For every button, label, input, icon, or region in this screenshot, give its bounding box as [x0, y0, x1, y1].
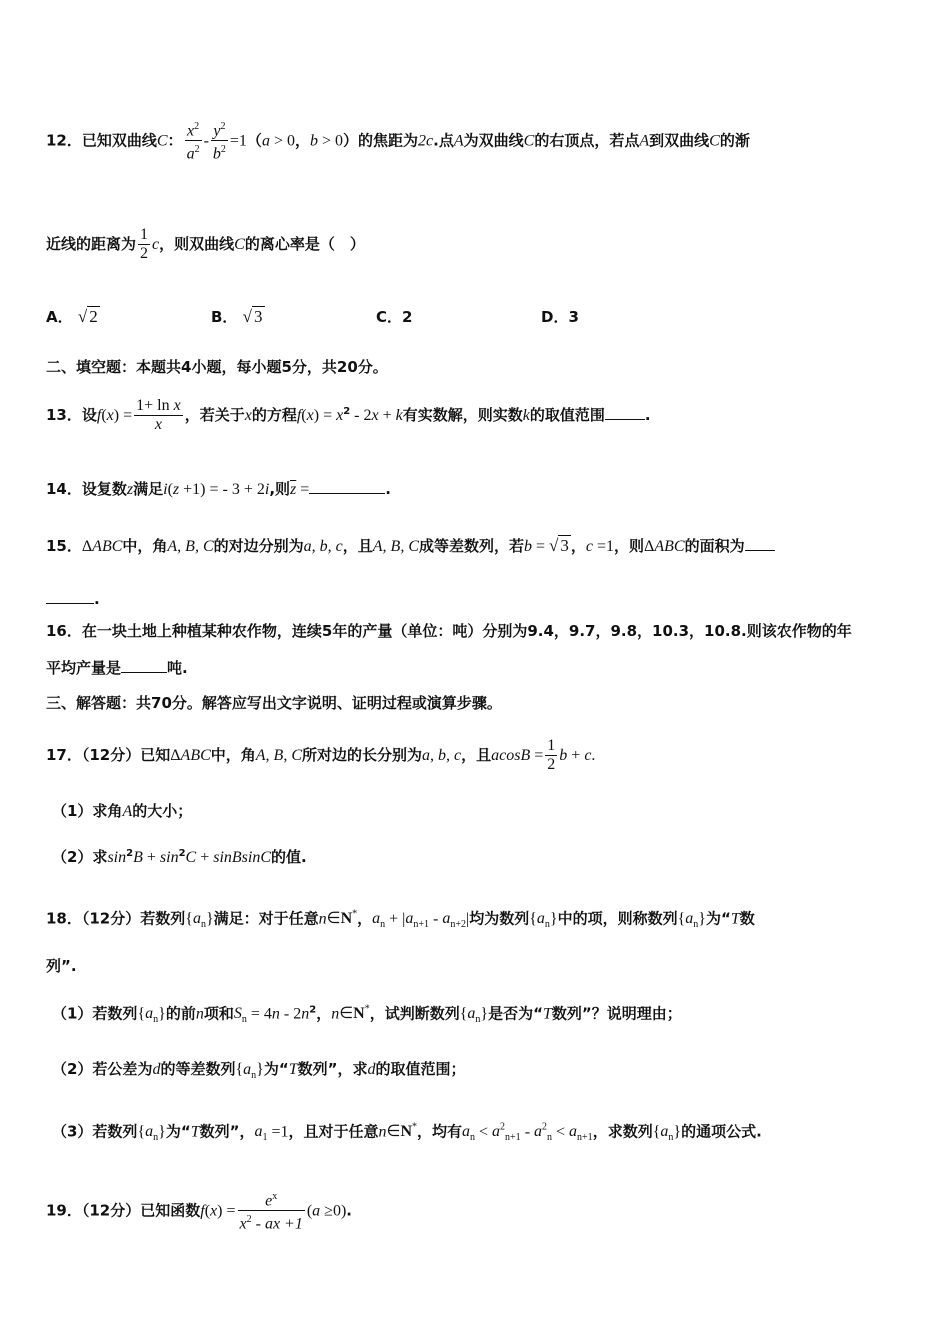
option-b: B． √ 3	[211, 307, 263, 326]
q19: 19．（12分）已知函数f(x) = $\frac{e^x}{x^2 - ax +1}$ (a ≥0).	[46, 1188, 906, 1234]
option-a: A． √ 2	[46, 307, 98, 326]
q17-part1: （1）求角A的大小；	[52, 802, 193, 820]
q17-part2: （2）求$\sin^2B + \sin^2C$ + sinBsinC的值.	[52, 848, 307, 866]
q16-line2: 平均产量是 吨.	[46, 659, 188, 677]
q18-part1: （1）若数列$\{a_n\}$的前n项和$S_n = 4n - 2n^2$，n∈N*，试判断数列$\{a_n\}$是否为“T数列”？说明理由；	[52, 1004, 682, 1026]
option-c: C．2	[376, 308, 413, 326]
q18-cont: 列”.	[46, 957, 77, 975]
section-solutions: 三、解答题：共70分。解答应写出文字说明、证明过程或演算步骤。	[46, 694, 502, 712]
q18-part3: （3）若数列$\{a_n\}$为“T数列”，$a_1 =1$，且对于任意n∈N*，均有$a_n < a^2_{n+1} - a^2_n < a_{n+1}$，求数列$\{a_n\}$的通项公式.	[52, 1122, 762, 1144]
q12-line2: 近线的距离为 $\frac{1}{2}$ c，则双曲线C的离心率是（ ）	[46, 226, 365, 262]
q13: 13．设f(x) = $\frac{\text{1+ ln x}}{x}$ ，若关于x的方程$f(x) = x^2 - 2x + k$有实数解，则实数k的取值范围 .	[46, 397, 651, 433]
section-fill-in: 二、填空题：本题共4小题，每小题5分，共20分。	[46, 358, 388, 376]
q12-options	[46, 306, 906, 330]
q12-line1: 12．已知双曲线C： $\frac{x^2}{a^2}$ - $\frac{y^2}{b^2}$ =1（a > 0，b > 0）的焦距为2c.点A为双曲线C的右顶点，若点A到双曲线C的渐	[46, 118, 906, 164]
q17: 17．（12分）已知ΔABC中，角A, B, C所对边的长分别为a, b, c，且acosB = $\frac{1}{2}$ b + c.	[46, 737, 596, 773]
option-d: D．3	[541, 308, 579, 326]
q18: 18．（12分）若数列$\{a_n\}$满足：对于任意n∈N*，$a_n + |a_{n+1} - a_{n+2}|$均为数列$\{a_n\}$中的项，则称数列$\{a_n\}$为“T数	[46, 909, 755, 931]
q14: 14．设复数z满足i(z +1) = - 3 + 2i,则$\overline{z}$ = .	[46, 480, 391, 498]
q15: 15．ΔABC中，角A, B, C的对边分别为a, b, c，且A, B, C成等差数列，若b = √ 3 ，c =1，则ΔABC的面积为	[46, 535, 906, 558]
q16-line1: 16．在一块土地上种植某种农作物，连续5年的产量（单位：吨）分别为9.4，9.7，9.8，10.3，10.8.则该农作物的年	[46, 622, 852, 640]
q15-cont: .	[46, 588, 906, 610]
q18-part2: （2）若公差为d的等差数列$\{a_n\}$为“T数列”，求d的取值范围；	[52, 1060, 466, 1082]
